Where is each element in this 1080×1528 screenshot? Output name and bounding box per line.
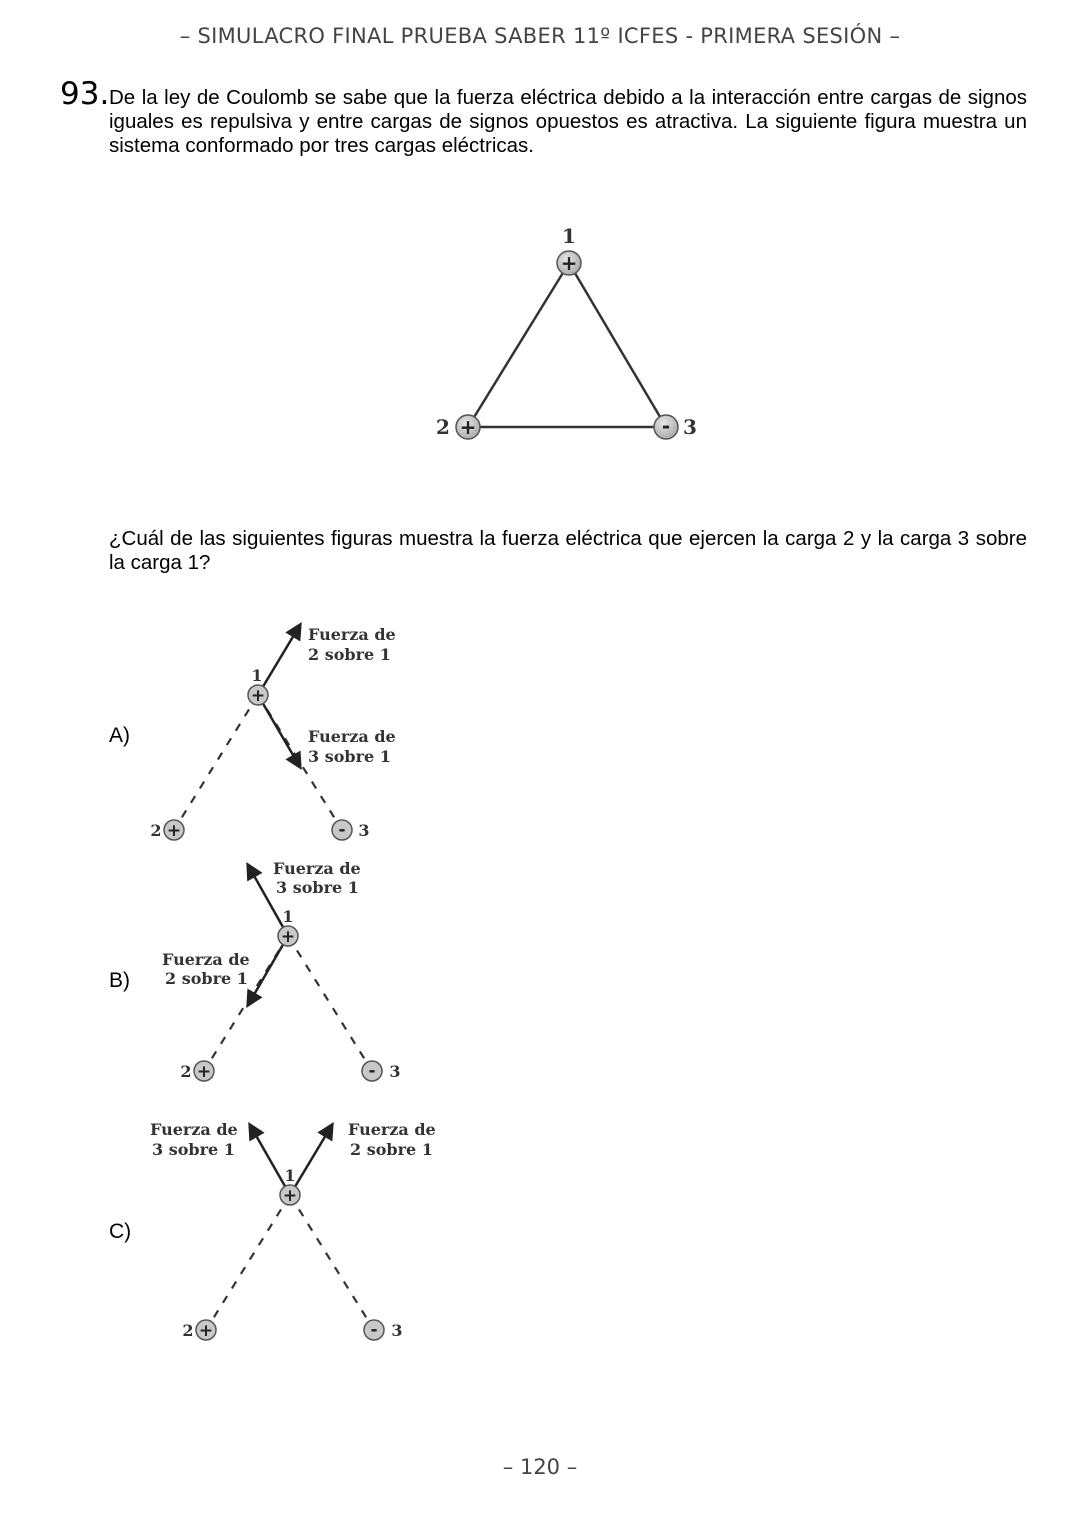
svg-text:-: - bbox=[368, 1061, 376, 1081]
question-intro: De la ley de Coulomb se sabe que la fuerza eléctrica debido a la interacción entre cargas de signos iguales es repulsiva y entre cargas de signos opuestos es atractiva. La siguiente figura muestra un sistema conformado por tres cargas eléctricas. bbox=[109, 86, 1027, 157]
charges-triangle-figure bbox=[420, 220, 710, 450]
charge-3 bbox=[362, 1061, 401, 1081]
option-b-diagram[interactable] bbox=[140, 855, 440, 1090]
charge-3 bbox=[332, 820, 370, 840]
question-prompt: ¿Cuál de las siguientes figuras muestra la fuerza eléctrica que ejercen la carga 2 y la carga 3 sobre la carga 1? bbox=[109, 527, 1027, 574]
svg-text:+: + bbox=[198, 1321, 214, 1341]
svg-text:+: + bbox=[282, 1186, 298, 1206]
svg-text:+: + bbox=[196, 1062, 212, 1082]
svg-text:1: 1 bbox=[284, 1166, 296, 1185]
charge-1 bbox=[557, 224, 581, 275]
svg-text:3: 3 bbox=[389, 1062, 401, 1081]
svg-text:3: 3 bbox=[683, 415, 697, 439]
svg-text:1: 1 bbox=[282, 907, 294, 926]
force-label-line1: Fuerza de bbox=[273, 859, 361, 878]
option-c-diagram[interactable] bbox=[140, 1115, 450, 1350]
svg-text:+: + bbox=[250, 686, 266, 706]
force-label-line2: 3 sobre 1 bbox=[308, 747, 391, 766]
svg-text:1: 1 bbox=[562, 224, 576, 248]
force-label-line1: Fuerza de bbox=[348, 1120, 436, 1139]
question-number: 93. bbox=[60, 76, 110, 112]
force-arrow-2-on-1 bbox=[258, 625, 300, 695]
svg-text:-: - bbox=[661, 414, 671, 438]
force-label-line1: Fuerza de bbox=[308, 625, 396, 644]
force-label-line1: Fuerza de bbox=[308, 727, 396, 746]
option-a-label[interactable]: A) bbox=[109, 724, 130, 747]
side-1-3 bbox=[569, 263, 666, 427]
charge-3 bbox=[654, 414, 697, 439]
svg-text:+: + bbox=[560, 251, 578, 275]
force-label-line2: 3 sobre 1 bbox=[276, 878, 359, 897]
force-label-line2: 3 sobre 1 bbox=[152, 1140, 235, 1159]
charge-2 bbox=[150, 820, 184, 841]
force-label-line1: Fuerza de bbox=[162, 950, 250, 969]
svg-text:+: + bbox=[280, 927, 296, 947]
charge-1 bbox=[280, 1166, 300, 1206]
svg-text:-: - bbox=[370, 1320, 378, 1340]
svg-text:-: - bbox=[338, 820, 346, 840]
page-header: – SIMULACRO FINAL PRUEBA SABER 11º ICFES - PRIMERA SESIÓN – bbox=[179, 24, 901, 48]
dashed-line-1-3 bbox=[290, 1195, 374, 1330]
svg-text:+: + bbox=[166, 821, 182, 841]
svg-text:2: 2 bbox=[180, 1062, 192, 1081]
force-label-line2: 2 sobre 1 bbox=[165, 969, 248, 988]
svg-text:+: + bbox=[459, 415, 477, 439]
charge-3 bbox=[364, 1320, 403, 1340]
charge-1 bbox=[248, 666, 268, 706]
svg-text:2: 2 bbox=[150, 821, 162, 840]
charge-1 bbox=[278, 907, 298, 947]
option-a-diagram[interactable] bbox=[130, 615, 430, 850]
force-label-line2: 2 sobre 1 bbox=[350, 1140, 433, 1159]
dashed-line-1-2 bbox=[174, 695, 258, 830]
force-label-line1: Fuerza de bbox=[150, 1120, 238, 1139]
svg-text:1: 1 bbox=[251, 666, 263, 685]
dashed-line-1-3 bbox=[288, 936, 372, 1071]
svg-text:2: 2 bbox=[436, 415, 450, 439]
force-arrow-2-on-1 bbox=[290, 1125, 332, 1195]
charge-2 bbox=[180, 1061, 214, 1082]
dashed-line-1-2 bbox=[206, 1195, 290, 1330]
force-label-line2: 2 sobre 1 bbox=[308, 645, 391, 664]
option-b-label[interactable]: B) bbox=[109, 969, 130, 992]
svg-text:3: 3 bbox=[358, 821, 370, 840]
charge-2 bbox=[182, 1320, 216, 1341]
svg-text:2: 2 bbox=[182, 1321, 194, 1340]
svg-text:3: 3 bbox=[391, 1321, 403, 1340]
charge-2 bbox=[436, 415, 480, 439]
side-1-2 bbox=[468, 263, 569, 427]
option-c-label[interactable]: C) bbox=[109, 1220, 132, 1243]
page-number: – 120 – bbox=[502, 1455, 578, 1479]
